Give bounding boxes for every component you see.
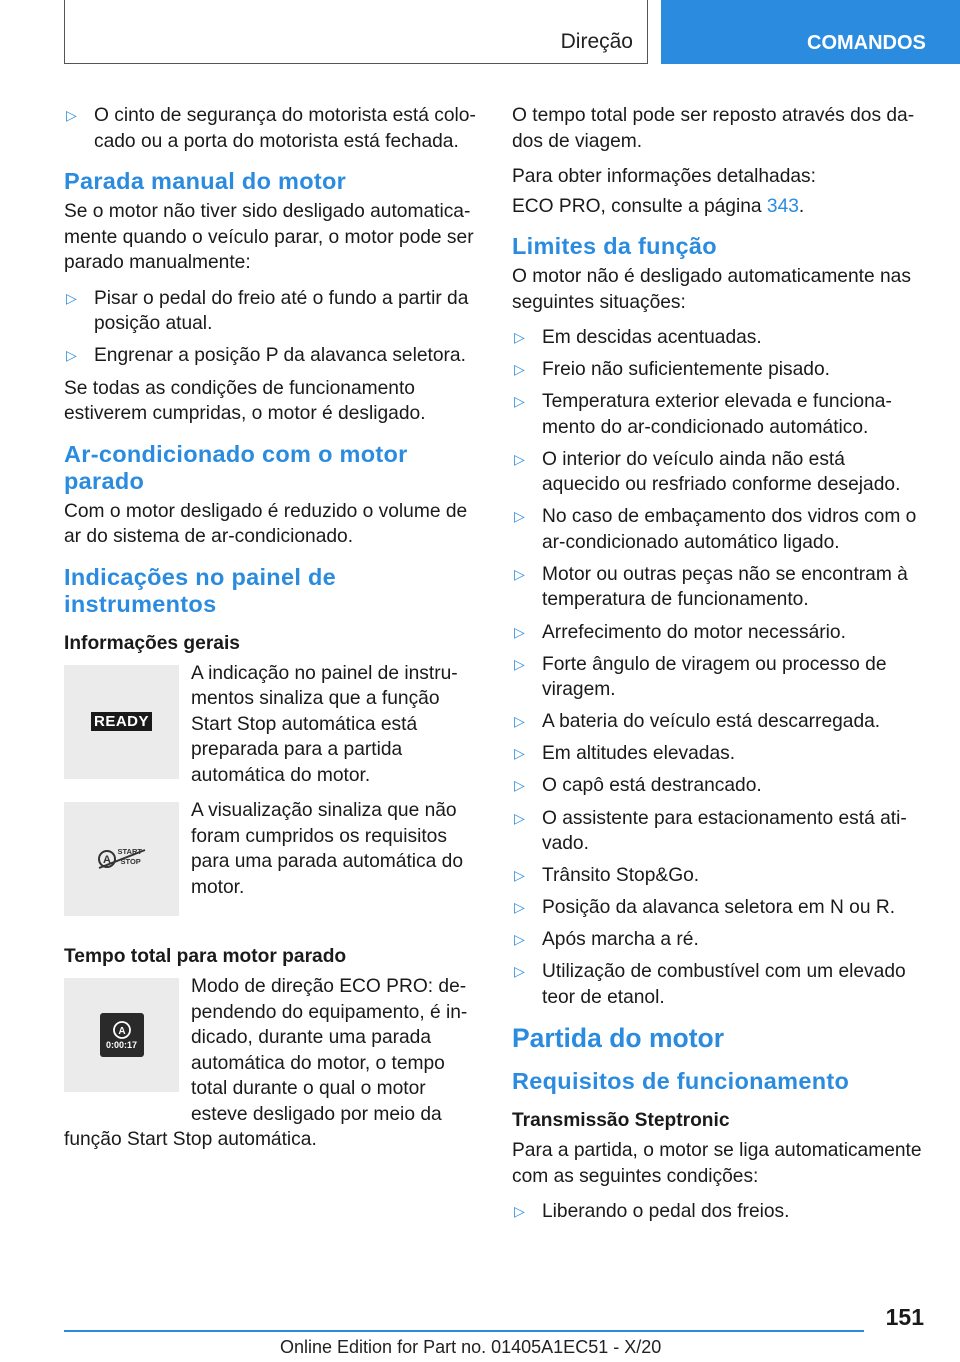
total-time-image (64, 978, 179, 1092)
indication-ready-block (64, 661, 476, 799)
paragraph: O tempo total pode ser reposto através dos dados de viagem. (512, 105, 915, 152)
subsection-title-general: Informações gerais (64, 632, 240, 654)
stop-label: STOP (120, 857, 141, 867)
section-title-limits: Limites da função (512, 233, 717, 259)
footer-edition: Online Edition for Part no. 01405A1EC51 - X/20 (280, 1337, 662, 1357)
paragraph: Para a partida, o motor se liga automaticamente com as seguintes condições: (512, 1140, 922, 1187)
total-time-block (64, 974, 476, 1153)
subsection-title-total-time: Tempo total para motor parado (64, 946, 347, 968)
list-item: ▷ Em altitudes elevadas. (512, 741, 924, 767)
manual-stop-list (64, 286, 476, 369)
header-chapter-tab (661, 0, 960, 64)
page-number: 151 (885, 1304, 924, 1330)
start-label: START (117, 847, 142, 857)
paragraph: A visualização sinaliza que não foram cumpridos os requisitos para uma parada automática do motor. (191, 800, 463, 898)
paragraph-eco-pro: ECO PRO, consulte a página 343. (512, 195, 805, 217)
triangle-bullet-icon: ▷ (514, 777, 525, 794)
paragraph: Se todas as condições de funcionamento estiverem cumpridas, o motor é desligado. (64, 377, 426, 425)
start-stop-off-icon (97, 847, 147, 871)
triangle-bullet-icon: ▷ (66, 107, 77, 123)
list-item: ▷ O interior do veículo ainda não está aquecido ou resfriado conforme desejado. (514, 448, 901, 496)
chapter-title-start: Partida do motor (512, 1023, 725, 1054)
paragraph: Com o motor desligado é reduzido o volume de ar do sistema de ar-condicionado. (64, 500, 468, 548)
triangle-bullet-icon: ▷ (514, 1203, 525, 1220)
paragraph: A indicação no painel de instrumentos sinaliza que a função Start Stop automática está preparada para a partida automática do motor. (191, 662, 458, 786)
triangle-bullet-icon: ▷ (514, 361, 525, 378)
triangle-bullet-icon: ▷ (66, 347, 77, 364)
ready-label: READY (91, 712, 152, 731)
list-item: ▷ O assistente para estacionamento está ativado. (514, 807, 907, 855)
list-item: ▷ Utilização de combustível com um elevado teor de etanol. (514, 961, 906, 1008)
triangle-bullet-icon: ▷ (514, 655, 525, 672)
triangle-bullet-icon: ▷ (514, 508, 525, 525)
triangle-bullet-icon: ▷ (514, 809, 525, 826)
list-item: ▷ No caso de embaçamento dos vidros com o ar-condicionado automático ligado. (514, 506, 917, 553)
list-item: ▷ A bateria do veículo está descarregada. (512, 709, 924, 735)
paragraph: Se o motor não tiver sido desligado automaticamente quando o veículo parar, o motor pode ser parado manualmente: (64, 201, 474, 273)
start-stop-crossed-image (64, 802, 179, 916)
list-item: ▷ O cinto de segurança do motorista está colocado ou a porta do motorista está fechada. (66, 105, 476, 152)
total-time-display (100, 1013, 144, 1057)
svg-text:A: A (117, 1026, 126, 1038)
list-item: ▷ Engrenar a posição P da alavanca seletora. (64, 343, 476, 369)
requirements-list (512, 1199, 924, 1225)
total-time-value: 0:00:17 (105, 1040, 138, 1051)
triangle-bullet-icon: ▷ (514, 329, 525, 345)
triangle-bullet-icon: ▷ (514, 899, 525, 916)
list-item: ▷ Freio não suficientemente pisado. (512, 357, 924, 383)
list-item: ▷ Liberando o pedal dos freios. (512, 1199, 924, 1225)
triangle-bullet-icon: ▷ (514, 713, 525, 730)
indication-startstop-block (64, 798, 476, 926)
list-item: ▷ Após marcha a ré. (512, 927, 924, 953)
intro-list (64, 103, 476, 154)
left-column (64, 103, 476, 1163)
list-item: ▷ Trânsito Stop&Go. (512, 863, 924, 889)
section-title-manual-stop: Parada manual do motor (64, 168, 347, 194)
triangle-bullet-icon: ▷ (514, 963, 525, 980)
triangle-bullet-icon: ▷ (514, 623, 525, 640)
list-item: ▷ Temperatura exterior elevada e funcionamento do ar-condicionado automático. (514, 391, 892, 438)
list-item: ▷ Pisar o pedal do freio até o fundo a partir da posição atual. (66, 287, 469, 334)
header-section-box (64, 0, 648, 64)
triangle-bullet-icon: ▷ (514, 931, 525, 948)
paragraph: Modo de direção ECO PRO: dependendo do equipamento, é indicado, durante uma parada automática do motor, o tempo total durante o qual o motor esteve desligado por meio da função Start Stop automática. (64, 976, 468, 1151)
list-item: ▷ Arrefecimento do motor necessário. (512, 620, 924, 646)
header-section: Direção (560, 30, 633, 53)
page-link[interactable]: 343 (766, 195, 799, 217)
list-item: ▷ Forte ângulo de viragem ou processo de viragem. (514, 653, 887, 701)
list-item: ▷ O capô está destrancado. (512, 773, 924, 799)
auto-start-stop-icon (112, 1020, 132, 1040)
triangle-bullet-icon: ▷ (514, 745, 525, 762)
section-title-ac: Ar-condicionado com o motor parado (64, 440, 408, 494)
paragraph: Para obter informações detalhadas: (512, 166, 816, 187)
list-item: ▷ Motor ou outras peças não se encontram à temperatura de funcionamento. (514, 563, 908, 611)
header-chapter: COMANDOS (807, 32, 926, 54)
subsection-title-steptronic: Transmissão Steptronic (512, 1110, 730, 1132)
right-column (512, 103, 924, 1232)
triangle-bullet-icon: ▷ (514, 393, 525, 410)
triangle-bullet-icon: ▷ (66, 289, 77, 306)
triangle-bullet-icon: ▷ (514, 867, 525, 884)
triangle-bullet-icon: ▷ (514, 450, 525, 467)
limits-list (512, 325, 924, 1010)
section-title-requirements: Requisitos de funcionamento (512, 1068, 850, 1095)
list-item: ▷ Posição da alavanca seletora em N ou R. (512, 895, 924, 921)
list-item: ▷ Em descidas acentuadas. (512, 325, 924, 351)
triangle-bullet-icon: ▷ (514, 565, 525, 582)
ready-indicator-image (64, 665, 179, 779)
paragraph: O motor não é desligado automaticamente nas seguintes situações: (512, 266, 911, 313)
section-title-indications: Indicações no painel de instrumentos (64, 563, 336, 617)
footer-rule (64, 1330, 864, 1332)
svg-text:A: A (102, 854, 111, 867)
